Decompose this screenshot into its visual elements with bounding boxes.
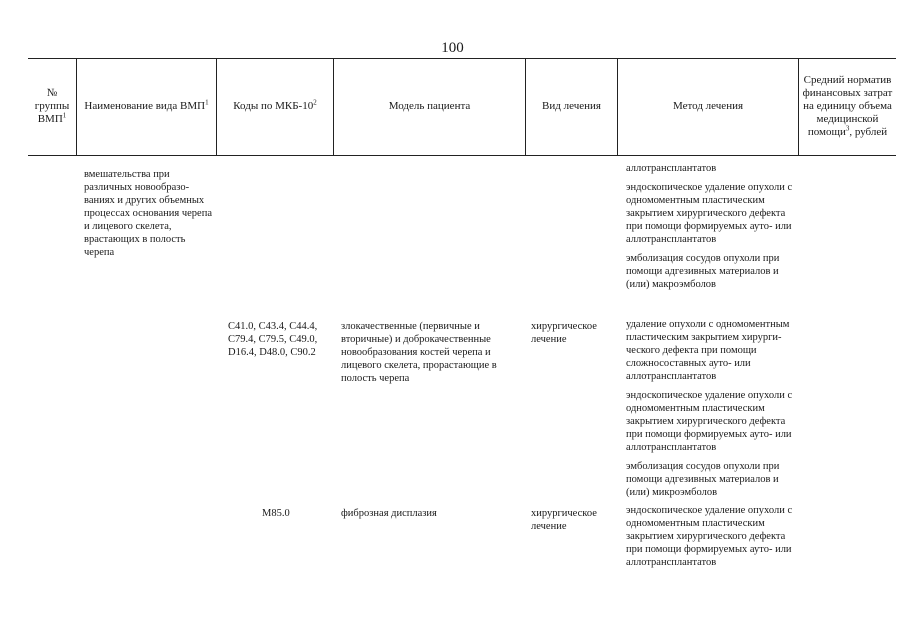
treatment-method-item: аллотрансплантатов [626,163,717,174]
header-treatment-type: Вид лечения [542,100,601,112]
row2-icd-codes: C41.0, C43.4, C44.4, C79.4, C79.5, C49.0, D16.4, D48.0, C90.2 [228,321,318,358]
treatment-method-item: эмболизация сосудов опухоли при помощи адгезивных материалов и (или) микроэмболов [626,461,780,498]
row2-patient-model: злокачественные (первичные и вторичные) и доброкачественные новообразования костей черепа и лицевого скелета, прорастающие в полость черепа [341,321,497,384]
header-icd-codes: Коды по МКБ-$10^2$ [233,98,317,112]
table-header-bottom-border [28,155,896,156]
row1-vmp-name: вмешательства при различных новообразо-ваниях и других объемных процессах основания черепа и лицевого скелета, врастающих в полость черепа [84,169,212,258]
row3-treatment-methods [626,504,801,569]
row3-treatment-type: хирургическое лечение [531,508,597,532]
header-treatment-method: Метод лечения [672,100,744,112]
treatment-method-item: эмболизация сосудов опухоли при помощи адгезивных материалов и (или) макроэмболов [626,253,780,290]
page-number: 100 [441,40,464,56]
treatment-method-item: эндоскопическое удаление опухоли с одномоментным пластическим закрытием хирургического дефекта при помощи формируемых ауто- или аллотрансплантатов [626,390,793,453]
row2-treatment-type: хирургическое лечение [531,321,597,345]
row2-treatment-methods [626,318,801,499]
header-vmp-name: Наименование вида ВМП$^1$ [84,98,209,112]
row1-treatment-methods [626,162,801,291]
treatment-method-item: эндоскопическое удаление опухоли с одномоментным пластическим закрытием хирургического дефекта при помощи формируемых ауто- или аллотрансплантатов [626,182,793,245]
row3-icd-codes: M85.0 [262,508,290,519]
header-average-cost: Средний норматив финансовых затрат на единицу объема медицинской помощи$^3$, рублей [802,74,893,138]
treatment-method-item: удаление опухоли с одномоментным пластическим закрытием хирурги-ческого дефекта при помощи сложносоставных ауто- или аллотрансплантатов [626,319,790,382]
treatment-method-item: эндоскопическое удаление опухоли с одномоментным пластическим закрытием хирургического дефекта при помощи формируемых ауто- или аллотрансплантатов [626,505,793,568]
header-patient-model: Модель пациента [388,100,471,112]
header-group-number: № группы ВМП$^1$ [34,87,70,125]
row3-patient-model: фиброзная дисплазия [341,508,437,519]
